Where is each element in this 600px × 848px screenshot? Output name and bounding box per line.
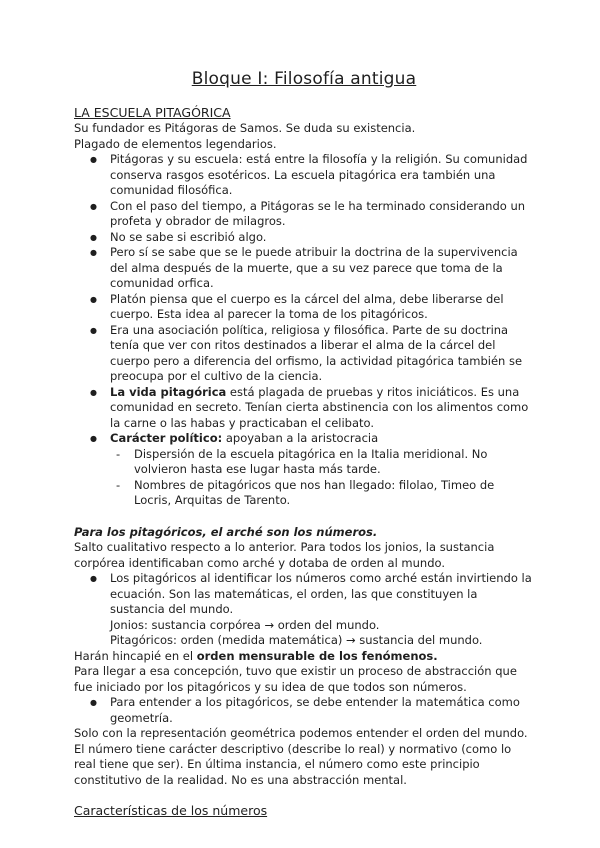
paragraph-text: Harán hincapié en el [74, 648, 197, 663]
bullet-list [74, 152, 534, 509]
section-heading-escuela-pitagorica: LA ESCUELA PITAGÓRICA [74, 105, 231, 120]
bold-term: orden mensurable de los fenómenos. [196, 648, 438, 663]
list-item: ● Para entender a los pitagóricos, se debe entender la matemática como geometría. [74, 695, 534, 726]
list-item: ● Con el paso del tiempo, a Pitágoras se le ha terminado considerando un profeta y obrador de milagros. [74, 199, 534, 230]
list-item: ● No se sabe si escribió algo. [74, 230, 534, 246]
bold-term: La vida pitagórica [110, 384, 227, 399]
jonios-line: Jonios: sustancia corpórea → orden del mundo. [110, 617, 380, 632]
page-title: Bloque I: Filosofía antigua [191, 69, 417, 89]
list-item: ● Los pitagóricos al identificar los números como arché están invirtiendo la ecuación. Son las matemáticas, el orden, las que constituyen la sustancia del mundo. [74, 571, 534, 618]
list-item-text: está plagada de pruebas y ritos iniciáticos. Es una comunidad en secreto. Tenían cierta abstinencia con los alimentos como la carne o las habas y practicaban el celibato. [110, 384, 529, 430]
list-item: ● Pero sí se sabe que se le puede atribuir la doctrina de la supervivencia del alma después de la muerte, que a su vez parece que toma de la comunidad orfica. [74, 245, 534, 292]
paragraph [74, 649, 534, 665]
paragraph: Salto cualitativo respecto a lo anterior. Para todos los jonios, la sustancia corpórea identificaban como arché y dotaba de orden al mundo. [74, 540, 495, 570]
list-item [74, 431, 534, 509]
list-item: ● Platón piensa que el cuerpo es la cárcel del alma, debe liberarse del cuerpo. Esta idea al parecer la toma de los pitagóricos. [74, 292, 534, 323]
paragraph: Para llegar a esa concepción, tuvo que existir un proceso de abstracción que fue iniciado por los pitagóricos y su idea de que todos son números. [74, 664, 517, 694]
bullet-list [74, 695, 534, 726]
section-heading-caracteristicas: Características de los números [74, 803, 268, 818]
section-heading-arche-numeros: Para los pitagóricos, el arché son los números. [74, 524, 378, 539]
list-item: ● Pitágoras y su escuela: está entre la filosofía y la religión. Su comunidad conserva rasgos esotéricos. La escuela pitagórica era también una comunidad filosófica. [74, 152, 534, 199]
document-page [74, 68, 534, 819]
paragraph: Plagado de elementos legendarios. [74, 136, 277, 151]
bullet-list [74, 571, 534, 618]
list-item [74, 385, 534, 432]
dash-item: - Dispersión de la escuela pitagórica en la Italia meridional. No volvieron hasta ese lugar hasta más tarde. [74, 447, 534, 478]
paragraph: Solo con la representación geométrica podemos entender el orden del mundo. El número tiene carácter descriptivo (describe lo real) y normativo (como lo real tiene que ser). En última instancia, el número como este principio constitutivo de la realidad. No es una abstracción mental. [74, 726, 528, 787]
dash-list [74, 447, 534, 509]
bold-term: Carácter político: [110, 431, 223, 445]
pitagoricos-line: Pitagóricos: orden (medida matemática) → sustancia del mundo. [110, 633, 483, 647]
list-item: ● Era una asociación política, religiosa y filosófica. Parte de su doctrina tenía que ver con ritos destinados a liberar el alma de la cárcel del cuerpo pero a diferencia del orfismo, la actividad pitagórica también se preocupa por el cultivo de la ciencia. [74, 323, 534, 385]
paragraph: Su fundador es Pitágoras de Samos. Se duda su existencia. [74, 121, 416, 135]
list-item-text: apoyaban a la aristocracia [222, 431, 379, 445]
dash-item: - Nombres de pitagóricos que nos han llegado: filolao, Timeo de Locris, Arquitas de Tarento. [74, 478, 534, 509]
